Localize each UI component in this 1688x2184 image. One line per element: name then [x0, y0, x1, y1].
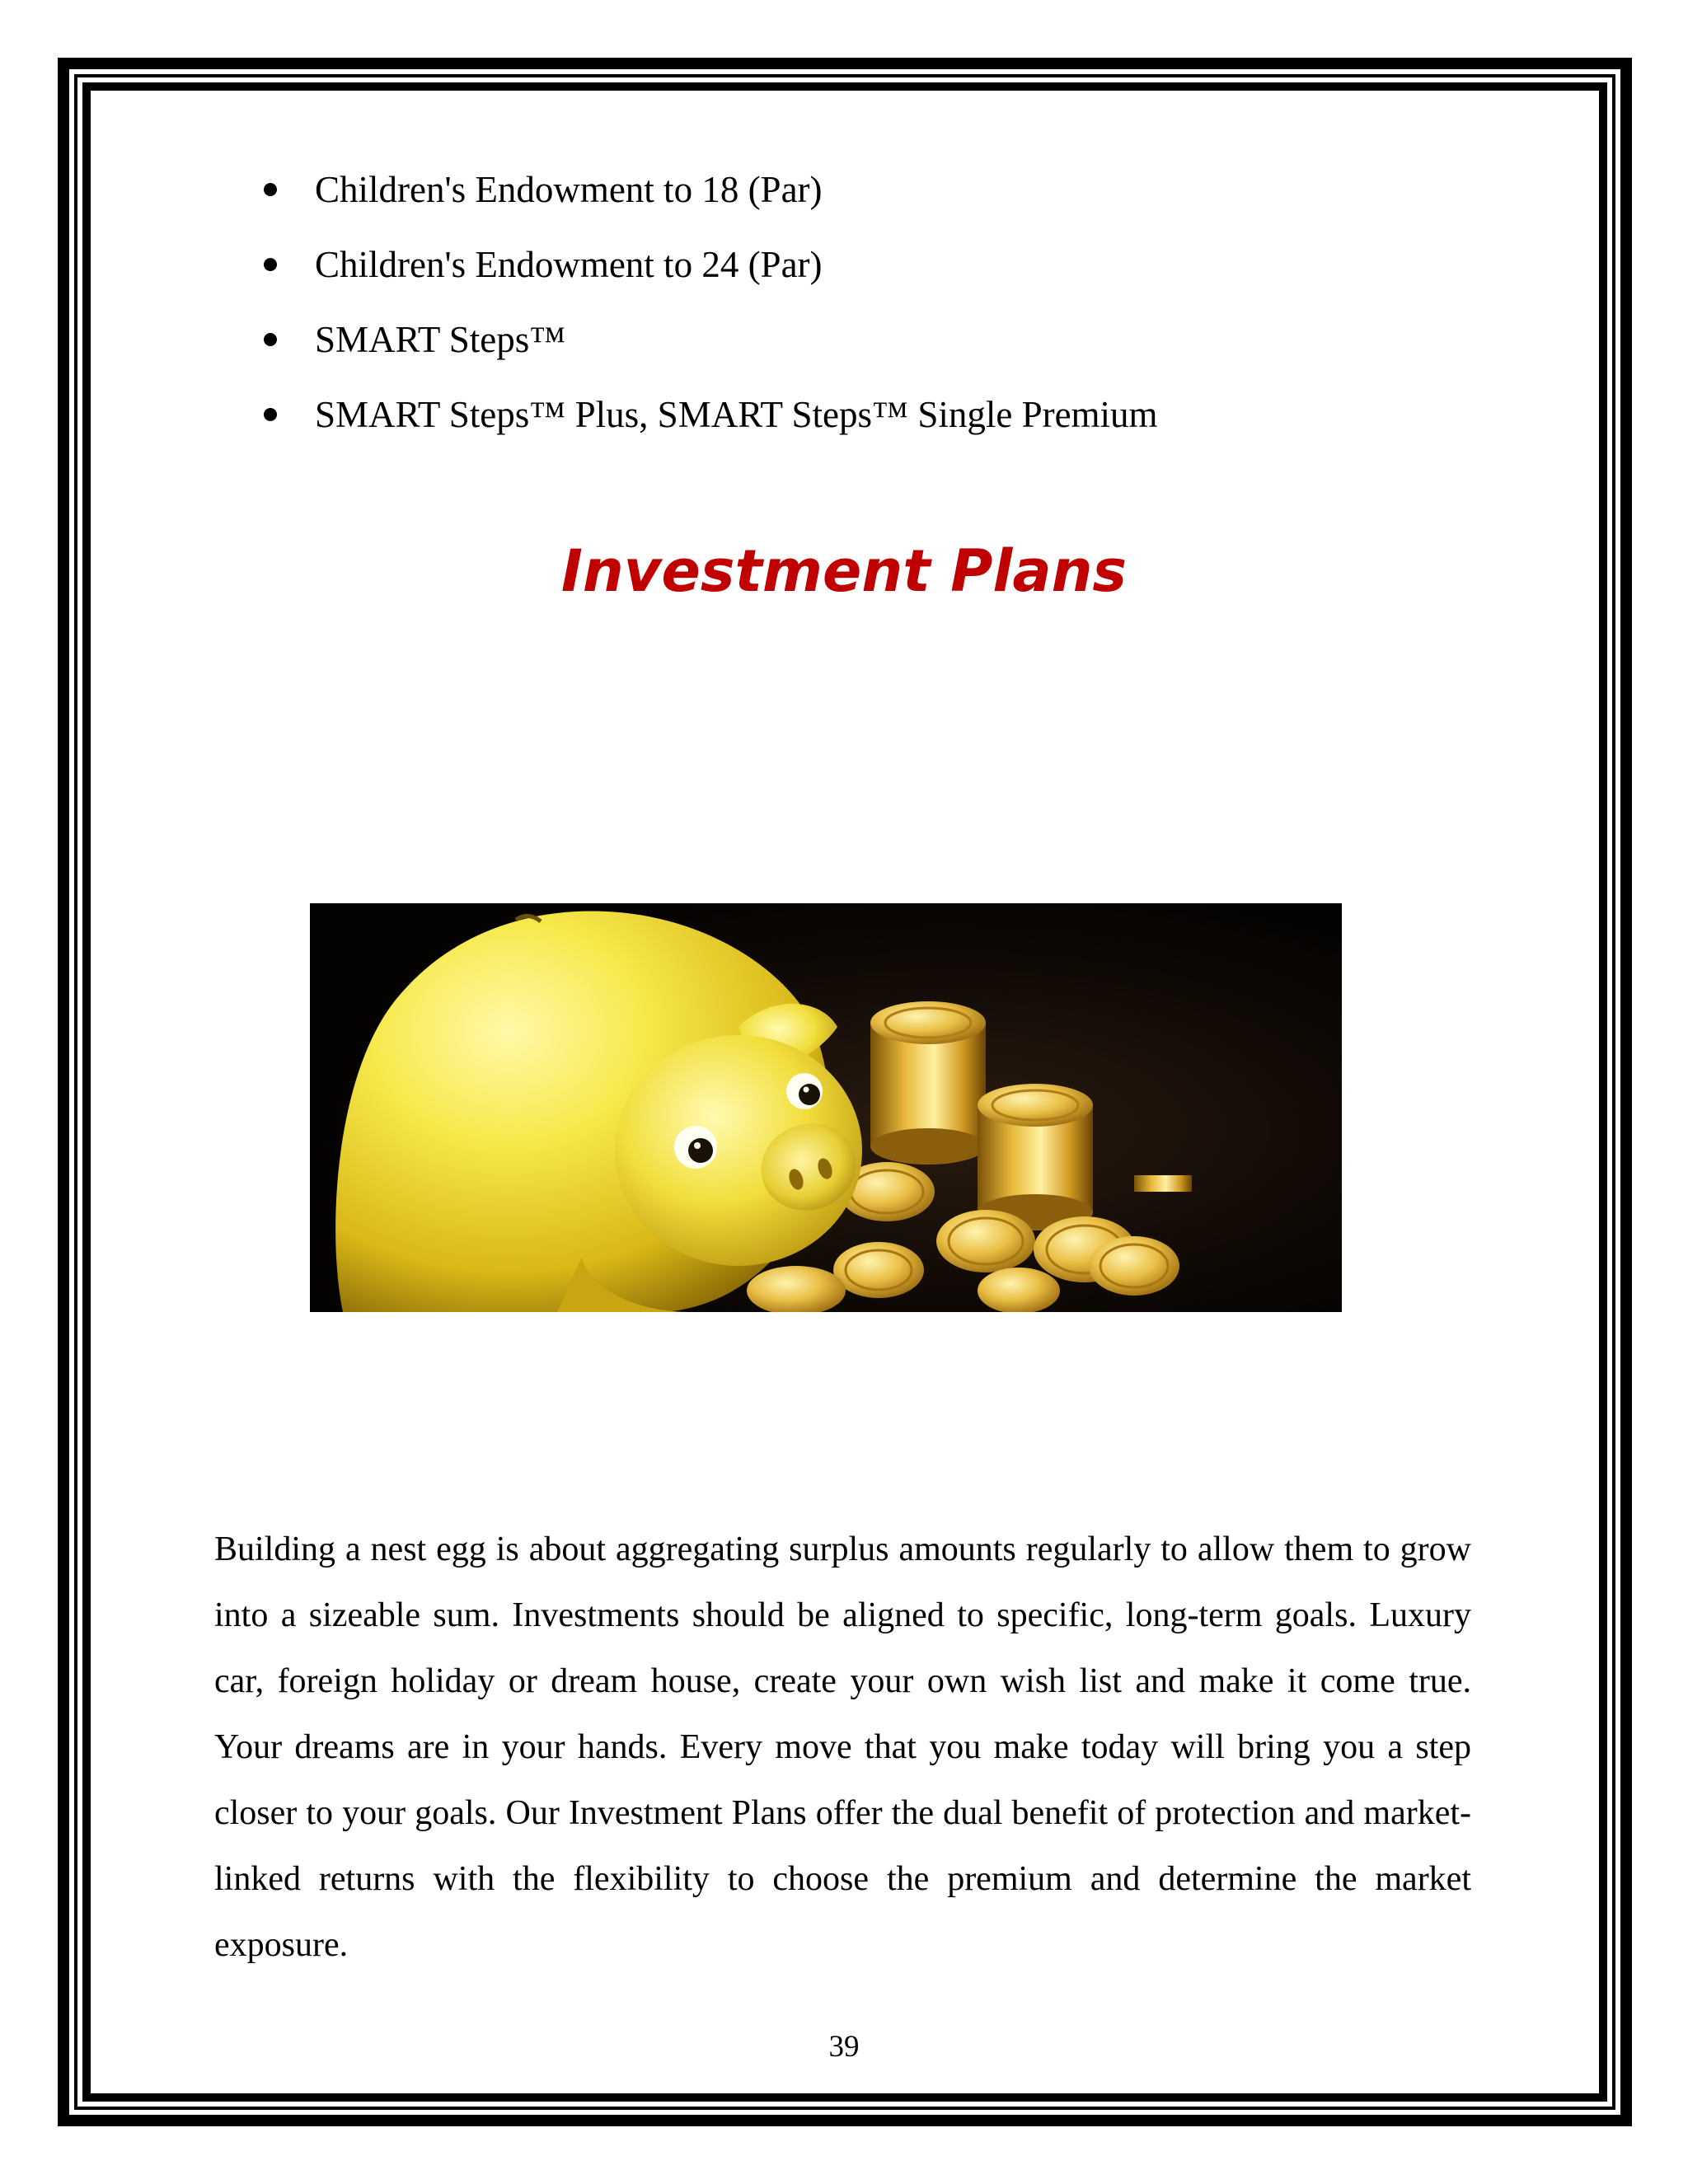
body-paragraph: Building a nest egg is about aggregating surplus amounts regularly to allow them to grow into a sizeable sum. Investments should be aligned to specific, long-term goals. Luxury car, foreign holiday or dream house, create your own wish list and make it come true. Your dreams are in your hands. Every move that you make today will bring you a step closer to your goals. Our Investment Plans offer the dual benefit of protection and market-linked returns with the flexibility to choose the premium and determine the market exposure.: [214, 1530, 1471, 1964]
list-item-text: SMART Steps™: [315, 319, 566, 360]
list-item-text: Children's Endowment to 18 (Par): [315, 169, 823, 210]
list-item-text: Children's Endowment to 24 (Par): [315, 244, 823, 285]
section-heading: Investment Plans: [560, 537, 1128, 605]
bullet-icon: [264, 408, 277, 421]
piggy-bank-photo: [310, 903, 1342, 1312]
bullet-icon: [264, 183, 277, 196]
bullet-icon: [264, 333, 277, 346]
bullet-icon: [264, 258, 277, 271]
page-number: 39: [828, 2030, 860, 2064]
piggy-bank-icon: [310, 903, 1342, 1312]
list-item-text: SMART Steps™ Plus, SMART Steps™ Single Premium: [315, 394, 1158, 435]
